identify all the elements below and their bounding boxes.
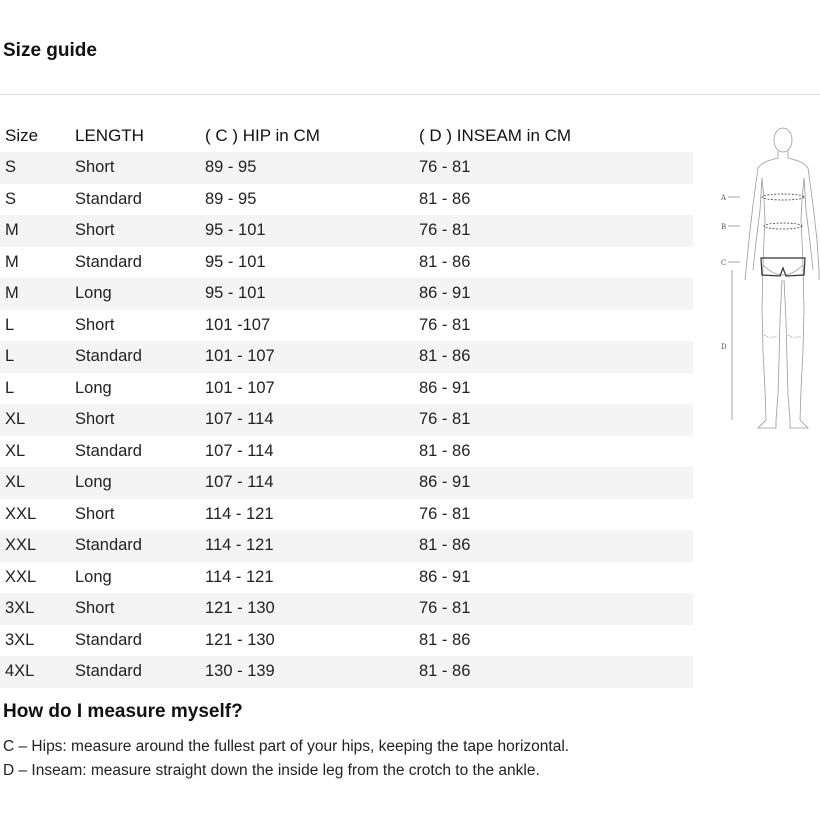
cell-length: Short bbox=[75, 404, 205, 436]
cell-length: Standard bbox=[75, 630, 142, 649]
cell-size: XXL bbox=[5, 567, 37, 586]
cell-hip: 114 - 121 bbox=[205, 530, 419, 562]
table-row bbox=[0, 247, 693, 279]
cell-inseam: 81 - 86 bbox=[419, 341, 693, 373]
cell-hip: 107 - 114 bbox=[205, 404, 419, 436]
cell-length: Short bbox=[75, 593, 205, 625]
cell-size: M bbox=[5, 252, 19, 271]
cell-length: Short bbox=[75, 215, 205, 247]
cell-size: XL bbox=[0, 404, 75, 436]
cell-inseam: 76 - 81 bbox=[419, 315, 471, 334]
cell-length: Standard bbox=[75, 341, 205, 373]
cell-hip: 121 - 130 bbox=[205, 630, 275, 649]
size-table bbox=[0, 120, 693, 688]
cell-length: Long bbox=[75, 567, 112, 586]
cell-length: Long bbox=[75, 278, 205, 310]
cell-inseam: 81 - 86 bbox=[419, 252, 471, 271]
table-row bbox=[0, 436, 693, 468]
figure-label-a: A bbox=[721, 194, 727, 202]
cell-size: 4XL bbox=[0, 656, 75, 688]
cell-hip: 101 - 107 bbox=[205, 341, 419, 373]
table-row bbox=[0, 499, 693, 531]
cell-length: Standard bbox=[75, 656, 205, 688]
cell-inseam: 76 - 81 bbox=[419, 215, 693, 247]
cell-length: Standard bbox=[75, 189, 142, 208]
cell-size: XXL bbox=[0, 530, 75, 562]
cell-inseam: 76 - 81 bbox=[419, 593, 693, 625]
table-header-row bbox=[0, 120, 693, 152]
figure-label-b: B bbox=[721, 223, 727, 231]
cell-inseam: 81 - 86 bbox=[419, 189, 471, 208]
cell-size: L bbox=[0, 341, 75, 373]
cell-hip: 89 - 95 bbox=[205, 152, 419, 184]
cell-inseam: 81 - 86 bbox=[419, 630, 471, 649]
cell-inseam: 86 - 91 bbox=[419, 467, 693, 499]
cell-inseam: 86 - 91 bbox=[419, 378, 471, 397]
cell-size: S bbox=[5, 189, 17, 208]
hips-instruction: C – Hips: measure around the fullest part of your hips, keeping the tape horizontal. bbox=[3, 738, 570, 755]
cell-size: 3XL bbox=[5, 630, 35, 649]
table-row bbox=[0, 152, 693, 184]
header-hip: ( C ) HIP in CM bbox=[205, 126, 320, 145]
cell-length: Short bbox=[75, 152, 205, 184]
cell-size: 3XL bbox=[0, 593, 75, 625]
table-row bbox=[0, 310, 693, 342]
table-row bbox=[0, 278, 693, 310]
table-row bbox=[0, 593, 693, 625]
cell-size: XL bbox=[5, 441, 26, 460]
cell-length: Standard bbox=[75, 530, 205, 562]
table-row bbox=[0, 467, 693, 499]
figure-label-d: D bbox=[721, 343, 727, 351]
inseam-instruction: D – Inseam: measure straight down the inside leg from the crotch to the ankle. bbox=[3, 762, 540, 779]
header-divider bbox=[0, 94, 820, 95]
cell-size: S bbox=[0, 152, 75, 184]
cell-hip: 107 - 114 bbox=[205, 441, 274, 460]
cell-hip: 89 - 95 bbox=[205, 189, 257, 208]
cell-size: M bbox=[0, 278, 75, 310]
table-row bbox=[0, 215, 693, 247]
table-row bbox=[0, 530, 693, 562]
cell-size: L bbox=[5, 378, 15, 397]
table-row bbox=[0, 404, 693, 436]
cell-size: XL bbox=[0, 467, 75, 499]
howto-heading: How do I measure myself? bbox=[3, 701, 243, 722]
cell-hip: 95 - 101 bbox=[205, 252, 266, 271]
cell-inseam: 76 - 81 bbox=[419, 504, 471, 523]
table-row bbox=[0, 341, 693, 373]
header-size: Size bbox=[5, 126, 39, 145]
cell-size: M bbox=[0, 215, 75, 247]
cell-hip: 101 -107 bbox=[205, 315, 271, 334]
table-row bbox=[0, 184, 693, 216]
cell-inseam: 81 - 86 bbox=[419, 530, 693, 562]
cell-length: Standard bbox=[75, 441, 142, 460]
cell-inseam: 86 - 91 bbox=[419, 278, 693, 310]
header-inseam: ( D ) INSEAM in CM bbox=[419, 126, 572, 145]
cell-size: XXL bbox=[5, 504, 37, 523]
table-row bbox=[0, 656, 693, 688]
header-length: LENGTH bbox=[75, 126, 144, 145]
page-title: Size guide bbox=[3, 40, 97, 61]
cell-inseam: 76 - 81 bbox=[419, 152, 693, 184]
table-row bbox=[0, 373, 693, 405]
cell-hip: 121 - 130 bbox=[205, 593, 419, 625]
cell-inseam: 86 - 91 bbox=[419, 567, 471, 586]
cell-length: Long bbox=[75, 378, 112, 397]
cell-inseam: 81 - 86 bbox=[419, 656, 693, 688]
cell-length: Long bbox=[75, 467, 205, 499]
table-row bbox=[0, 625, 693, 657]
cell-length: Short bbox=[75, 315, 115, 334]
cell-length: Short bbox=[75, 504, 115, 523]
table-row bbox=[0, 562, 693, 594]
cell-hip: 114 - 121 bbox=[205, 567, 274, 586]
cell-hip: 95 - 101 bbox=[205, 278, 419, 310]
cell-hip: 130 - 139 bbox=[205, 656, 419, 688]
cell-size: L bbox=[5, 315, 15, 334]
cell-inseam: 81 - 86 bbox=[419, 441, 471, 460]
cell-length: Standard bbox=[75, 252, 142, 271]
body-measurement-figure-icon bbox=[718, 120, 820, 435]
cell-inseam: 76 - 81 bbox=[419, 404, 693, 436]
cell-hip: 114 - 121 bbox=[205, 504, 274, 523]
cell-hip: 95 - 101 bbox=[205, 215, 419, 247]
cell-hip: 107 - 114 bbox=[205, 467, 419, 499]
figure-label-c: C bbox=[721, 259, 727, 267]
cell-hip: 101 - 107 bbox=[205, 378, 275, 397]
